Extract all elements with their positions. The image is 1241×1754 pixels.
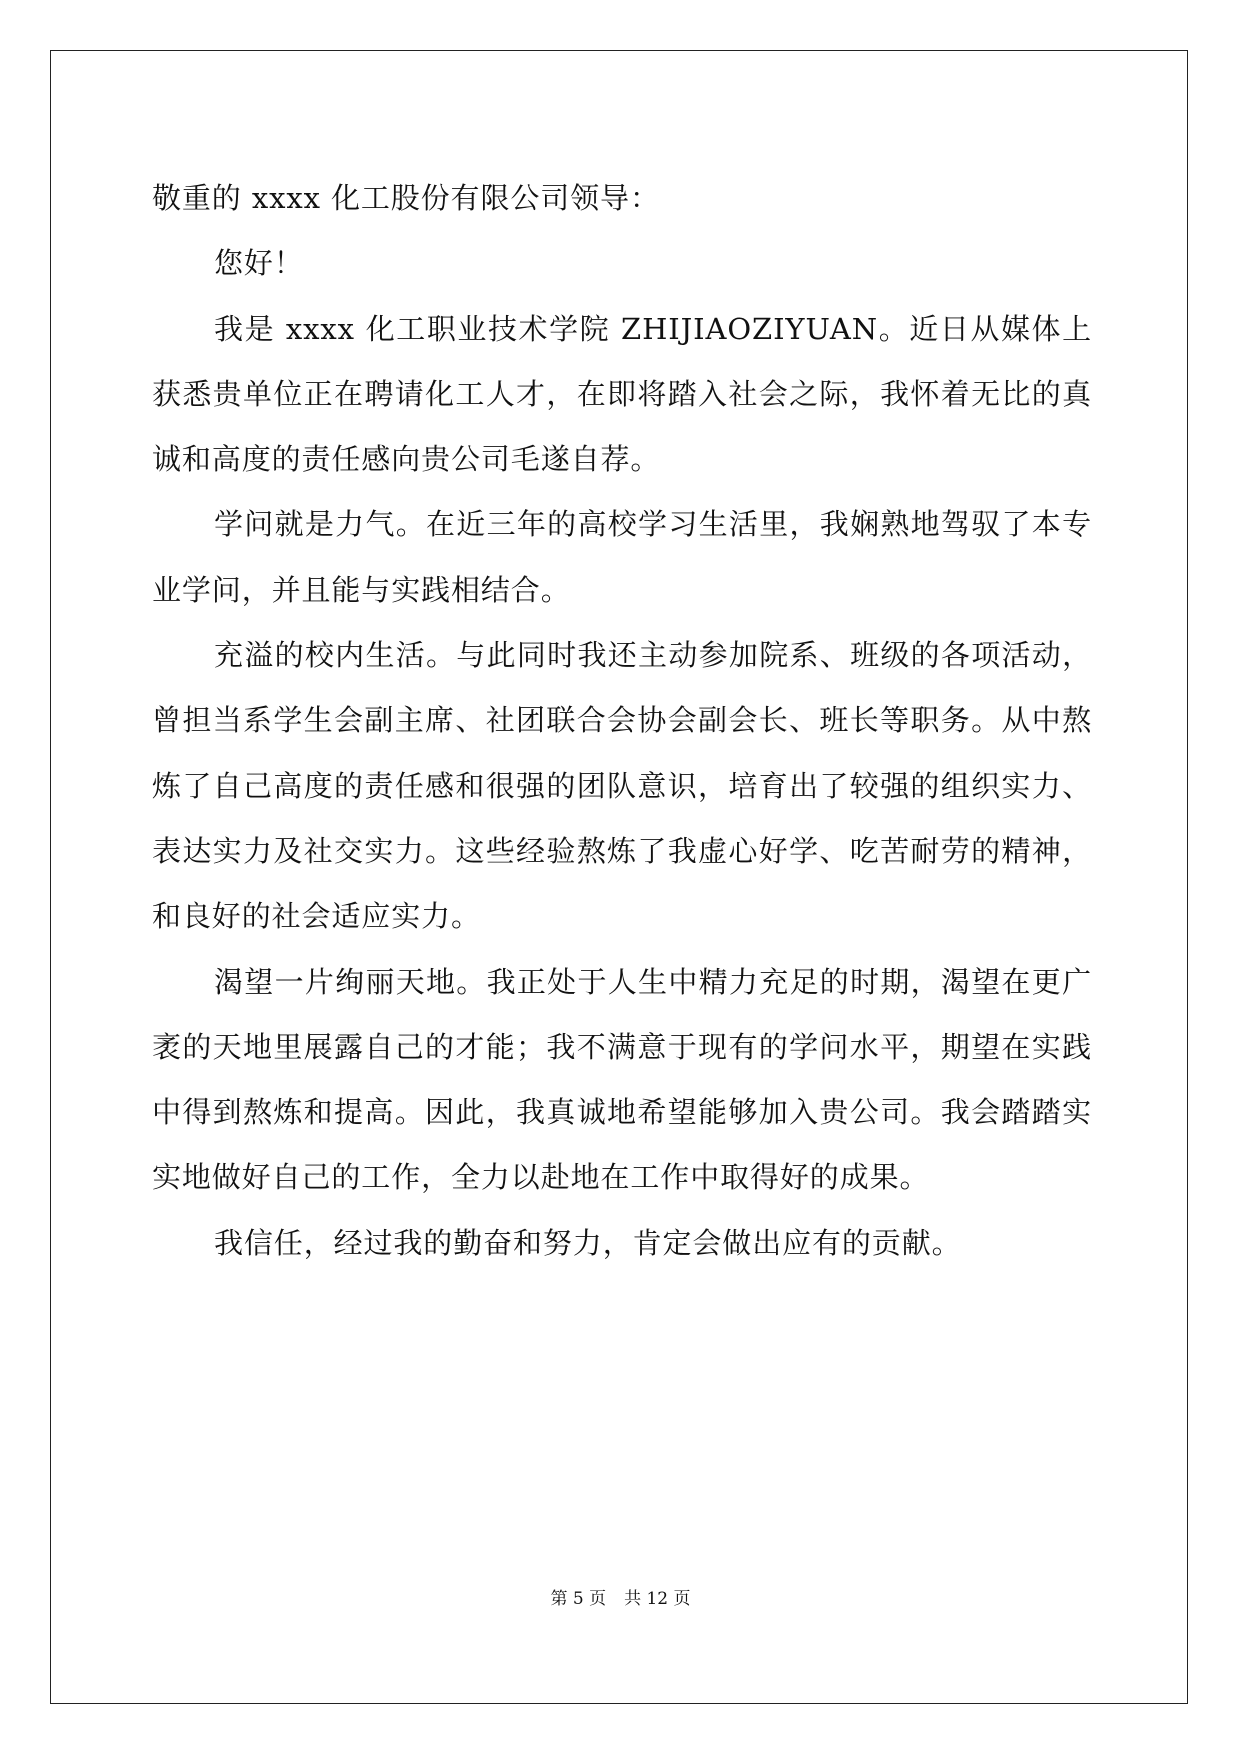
- closing-paragraph: 我信任，经过我的勤奋和努力，肯定会做出应有的贡献。: [214, 1225, 962, 1260]
- page-total: 共 12 页: [624, 1589, 691, 1609]
- salutation-paragraph: 敬重的 xxxx 化工股份有限公司领导：: [152, 181, 660, 215]
- aspiration-paragraph: 渴望一片绚丽天地。我正处于人生中精力充足的时期，渴望在更广袤的天地里展露自己的才能；我不满意于现有的学问水平，期望在实践中得到熬炼和提高。因此，我真诚地希望能够加入贵公司。我会踏踏实实地做好自己的工作，全力以赴地在工作中取得好的成果。: [152, 964, 1092, 1195]
- page-number: 第 5 页: [550, 1589, 607, 1609]
- letter-body: [152, 166, 1092, 1276]
- intro-paragraph: 我是 xxxx 化工职业技术学院 ZHIJIAOZIYUAN。近日从媒体上获悉贵单位正在聘请化工人才，在即将踏入社会之际，我怀着无比的真诚和高度的责任感向贵公司毛遂自荐。: [152, 311, 1092, 477]
- campus-life-paragraph: 充溢的校内生活。与此同时我还主动参加院系、班级的各项活动，曾担当系学生会副主席、社团联合会协会副会长、班长等职务。从中熬炼了自己高度的责任感和很强的团队意识，培育出了较强的组织实力、表达实力及社交实力。这些经验熬炼了我虚心好学、吃苦耐劳的精神，和良好的社会适应实力。: [152, 638, 1092, 934]
- greeting-paragraph: 您好！: [214, 246, 304, 281]
- page-footer: [0, 1588, 1241, 1610]
- knowledge-paragraph: 学问就是力气。在近三年的高校学习生活里，我娴熟地驾驭了本专业学问，并且能与实践相结合。: [152, 507, 1092, 607]
